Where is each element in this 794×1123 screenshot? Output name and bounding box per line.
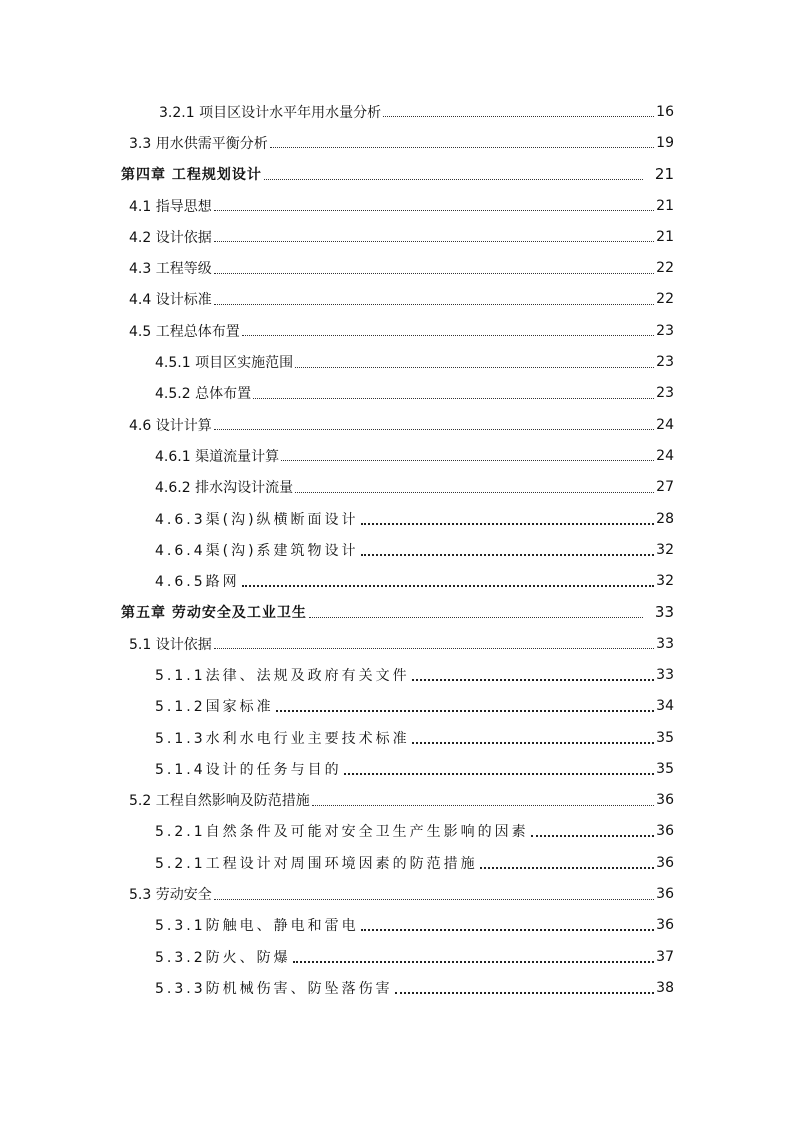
toc-entry-title: 4.3 工程等级 bbox=[129, 261, 212, 278]
toc-section-entry[interactable] bbox=[0, 785, 794, 816]
toc-dot-leader bbox=[480, 865, 655, 869]
toc-dot-leader bbox=[383, 115, 654, 117]
toc-page-number: 23 bbox=[656, 354, 674, 371]
toc-subsection-entry[interactable] bbox=[0, 753, 794, 784]
toc-dot-leader bbox=[395, 990, 655, 994]
toc-subsection-entry[interactable] bbox=[0, 972, 794, 1003]
toc-page-number: 36 bbox=[656, 792, 674, 809]
toc-entry-title: 5.1.3水利水电行业主要技术标准 bbox=[155, 730, 410, 747]
toc-dot-leader bbox=[214, 240, 654, 242]
toc-page-number: 36 bbox=[656, 854, 674, 871]
toc-dot-leader bbox=[309, 616, 643, 618]
toc-page-number: 22 bbox=[656, 291, 674, 308]
toc-entry-title: 5.1 设计依据 bbox=[129, 636, 212, 653]
toc-page-number: 36 bbox=[656, 886, 674, 903]
toc-dot-leader bbox=[361, 521, 655, 525]
toc-entry-title: 4.2 设计依据 bbox=[129, 229, 212, 246]
toc-chapter-entry[interactable] bbox=[0, 597, 794, 628]
toc-entry-title: 5.1.4设计的任务与目的 bbox=[155, 761, 342, 778]
toc-dot-leader bbox=[264, 178, 643, 180]
toc-entry-title: 3.3 用水供需平衡分析 bbox=[129, 135, 268, 152]
toc-page-number: 24 bbox=[656, 416, 674, 433]
toc-page-number: 34 bbox=[656, 698, 674, 715]
toc-entry-title: 4.6.4渠(沟)系建筑物设计 bbox=[155, 542, 359, 559]
toc-entry-title: 5.2 工程自然影响及防范措施 bbox=[129, 793, 310, 810]
toc-dot-leader bbox=[253, 397, 654, 399]
toc-subsection-entry[interactable] bbox=[0, 941, 794, 972]
toc-page-number: 19 bbox=[656, 134, 674, 151]
toc-section-entry[interactable] bbox=[0, 127, 794, 158]
toc-subsection-entry[interactable] bbox=[0, 565, 794, 596]
toc-subsection-entry[interactable] bbox=[0, 503, 794, 534]
toc-dot-leader bbox=[293, 959, 655, 963]
toc-dot-leader bbox=[361, 927, 655, 931]
toc-dot-leader bbox=[312, 804, 654, 806]
toc-subsection-entry[interactable] bbox=[0, 816, 794, 847]
toc-subsection-entry[interactable] bbox=[0, 472, 794, 503]
toc-dot-leader bbox=[214, 428, 654, 430]
toc-page-number: 23 bbox=[656, 322, 674, 339]
toc-page-number: 33 bbox=[656, 666, 674, 683]
toc-page-number: 23 bbox=[656, 385, 674, 402]
toc-dot-leader bbox=[214, 209, 654, 211]
toc-section-entry[interactable] bbox=[0, 221, 794, 252]
toc-subsection-entry[interactable] bbox=[0, 378, 794, 409]
toc-subsection-entry[interactable] bbox=[0, 910, 794, 941]
toc-entry-title: 5.3.3防机械伤害、防坠落伤害 bbox=[155, 980, 393, 997]
toc-section-entry[interactable] bbox=[0, 878, 794, 909]
toc-dot-leader bbox=[295, 366, 654, 368]
toc-subsection-entry[interactable] bbox=[0, 534, 794, 565]
toc-subsection-entry[interactable] bbox=[0, 96, 794, 127]
toc-dot-leader bbox=[361, 552, 655, 556]
toc-section-entry[interactable] bbox=[0, 190, 794, 221]
toc-page-number: 35 bbox=[656, 760, 674, 777]
toc-entry-title: 4.5 工程总体布置 bbox=[129, 323, 240, 340]
toc-entry-title: 第五章 劳动安全及工业卫生 bbox=[121, 605, 307, 622]
toc-dot-leader bbox=[242, 583, 655, 587]
toc-entry-title: 4.6.2 排水沟设计流量 bbox=[155, 480, 294, 497]
toc-section-entry[interactable] bbox=[0, 409, 794, 440]
toc-entry-title: 4.4 设计标准 bbox=[129, 292, 212, 309]
toc-entry-title: 4.6.1 渠道流量计算 bbox=[155, 448, 280, 465]
toc-section-entry[interactable] bbox=[0, 315, 794, 346]
toc-subsection-entry[interactable] bbox=[0, 722, 794, 753]
toc-subsection-entry[interactable] bbox=[0, 691, 794, 722]
toc-chapter-entry[interactable] bbox=[0, 159, 794, 190]
toc-dot-leader bbox=[214, 303, 654, 305]
toc-page-number: 32 bbox=[656, 541, 674, 558]
toc-dot-leader bbox=[214, 898, 654, 900]
toc-dot-leader bbox=[344, 771, 655, 775]
toc-page-number: 21 bbox=[654, 165, 674, 184]
toc-entry-title: 5.3 劳动安全 bbox=[129, 887, 212, 904]
toc-page-number: 38 bbox=[656, 979, 674, 996]
toc-entry-title: 第四章 工程规划设计 bbox=[121, 167, 262, 184]
toc-dot-leader bbox=[270, 146, 654, 148]
toc-entry-title: 4.6.5路网 bbox=[155, 574, 240, 591]
toc-page-number: 24 bbox=[656, 447, 674, 464]
toc-page-number: 33 bbox=[656, 635, 674, 652]
toc-subsection-entry[interactable] bbox=[0, 659, 794, 690]
toc-entry-title: 5.3.2防火、防爆 bbox=[155, 949, 291, 966]
toc-page-number: 33 bbox=[654, 603, 674, 622]
toc-page-number: 16 bbox=[656, 103, 674, 120]
toc-section-entry[interactable] bbox=[0, 284, 794, 315]
toc-page-number: 21 bbox=[656, 197, 674, 214]
toc-dot-leader bbox=[276, 708, 655, 712]
toc-page-number: 35 bbox=[656, 729, 674, 746]
toc-subsection-entry[interactable] bbox=[0, 346, 794, 377]
toc-dot-leader bbox=[412, 677, 655, 681]
toc-entry-title: 4.6.3渠(沟)纵横断面设计 bbox=[155, 511, 359, 528]
table-of-contents bbox=[0, 96, 794, 1004]
toc-page-number: 28 bbox=[656, 510, 674, 527]
toc-subsection-entry[interactable] bbox=[0, 847, 794, 878]
toc-section-entry[interactable] bbox=[0, 628, 794, 659]
toc-subsection-entry[interactable] bbox=[0, 440, 794, 471]
toc-page-number: 21 bbox=[656, 228, 674, 245]
toc-entry-title: 5.1.1法律、法规及政府有关文件 bbox=[155, 667, 410, 684]
toc-entry-title: 4.5.2 总体布置 bbox=[155, 386, 252, 403]
toc-section-entry[interactable] bbox=[0, 252, 794, 283]
toc-dot-leader bbox=[295, 491, 654, 493]
toc-dot-leader bbox=[412, 740, 655, 744]
toc-page-number: 36 bbox=[656, 823, 674, 840]
toc-entry-title: 5.2.1自然条件及可能对安全卫生产生影响的因素 bbox=[155, 824, 529, 841]
toc-dot-leader bbox=[531, 833, 655, 837]
toc-entry-title: 3.2.1 项目区设计水平年用水量分析 bbox=[159, 104, 382, 121]
toc-entry-title: 4.1 指导思想 bbox=[129, 198, 212, 215]
toc-page-number: 37 bbox=[656, 948, 674, 965]
toc-dot-leader bbox=[214, 272, 654, 274]
toc-entry-title: 5.3.1防触电、静电和雷电 bbox=[155, 918, 359, 935]
toc-page-number: 27 bbox=[656, 479, 674, 496]
toc-dot-leader bbox=[214, 647, 654, 649]
toc-dot-leader bbox=[242, 334, 654, 336]
toc-page-number: 32 bbox=[656, 573, 674, 590]
toc-entry-title: 5.2.1工程设计对周围环境因素的防范措施 bbox=[155, 855, 478, 872]
toc-dot-leader bbox=[281, 459, 654, 461]
toc-entry-title: 4.6 设计计算 bbox=[129, 417, 212, 434]
toc-entry-title: 4.5.1 项目区实施范围 bbox=[155, 355, 294, 372]
toc-page-number: 36 bbox=[656, 917, 674, 934]
toc-entry-title: 5.1.2国家标准 bbox=[155, 699, 274, 716]
toc-page-number: 22 bbox=[656, 260, 674, 277]
